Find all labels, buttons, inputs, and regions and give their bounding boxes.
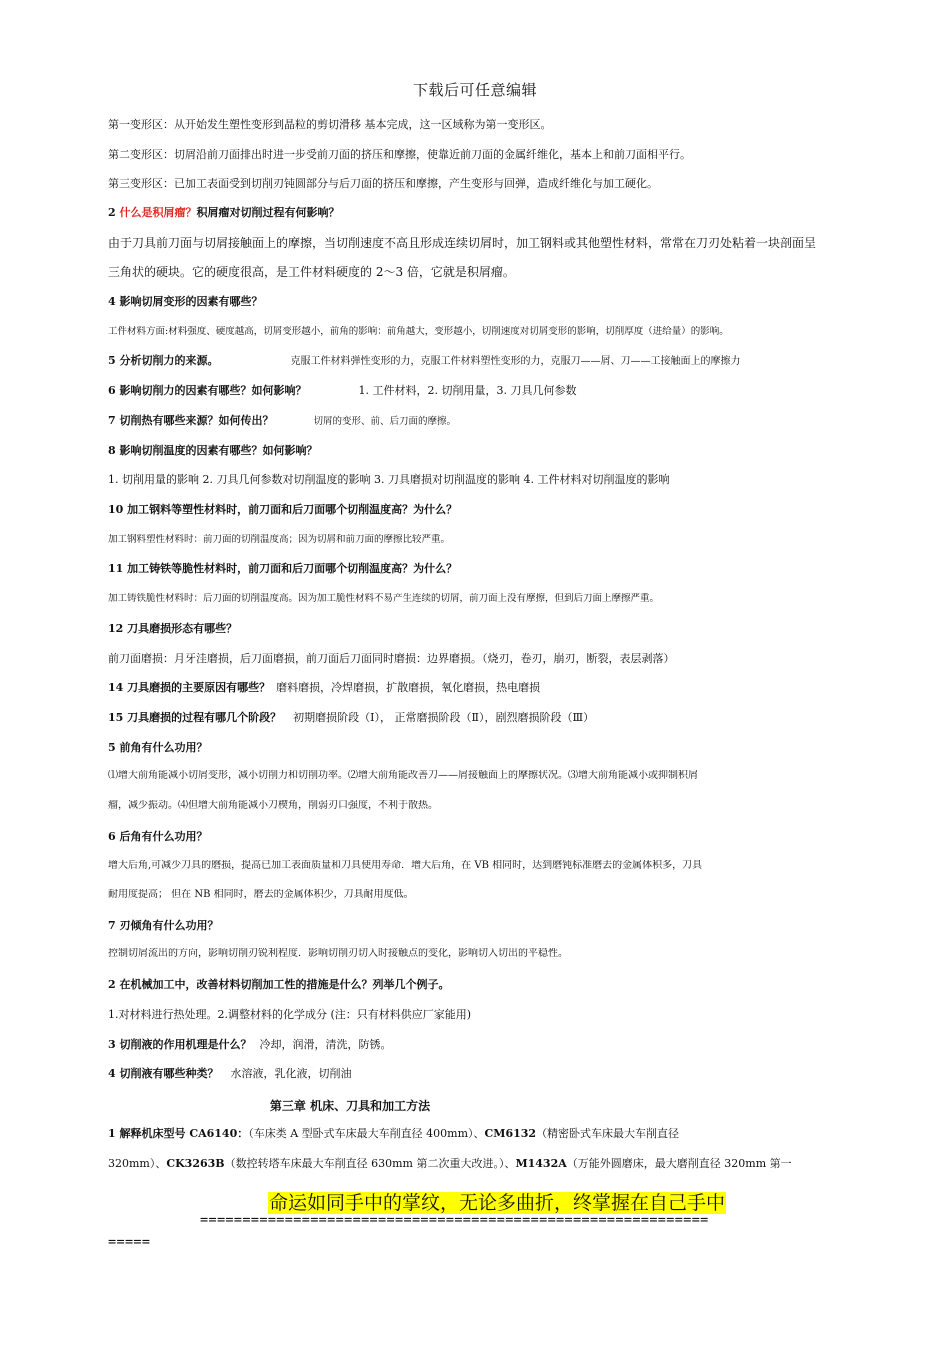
question-4: 4 影响切屑变形的因素有哪些？: [108, 295, 263, 308]
question-15: 15 刀具磨损的过程有哪几个阶段？: [108, 711, 282, 724]
chapter-3-title: 第三章 机床、刀具和加工方法: [269, 1099, 431, 1113]
question-8: 8 影响切削温度的因素有哪些？如何影响？: [108, 444, 318, 457]
answer-5: 克服工件材料弹性变形的力，克服工件材料塑性变形的力，克服刀——屑、刀——工接触面上的摩擦力: [290, 356, 741, 367]
chapter-3-q1-label: 1 解释机床型号 CA6140：: [108, 1127, 249, 1140]
answer-2-line-1: 由于刀具前刀面与切屑接触面上的摩擦，当切削速度不高且形成连续切屑时，加工钢料或其他塑性材料，常常在刀刃处粘着一块剖面呈: [108, 236, 817, 250]
chapter-3-model-ck3263b: CK3263B: [166, 1157, 225, 1170]
answer-4: 工件材料方面:材料强度、硬度越高，切屑变形越小，前角的影响：前角越大，变形越小，切削速度对切屑变形的影响，切削厚度（进给量）的影响。: [108, 326, 729, 337]
answer-8: 1. 切削用量的影响 2. 刀具几何参数对切削温度的影响 3. 刀具磨损对切削温度的影响 4. 工件材料对切削温度的影响: [108, 473, 670, 486]
question-6b: 6 后角有什么功用？: [108, 830, 208, 843]
chapter-3-q1-text-4: （万能外圆磨床，最大磨削直径 320mm 第一: [566, 1157, 792, 1170]
answer-6: 1. 工件材料，2. 切削用量，3. 刀具几何参数: [358, 384, 577, 397]
question-2-rest: 积屑瘤对切削过程有何影响？: [196, 206, 340, 219]
answer-7: 切屑的变形、前、后刀面的摩擦。: [313, 416, 456, 427]
answer-5b-line-1: ⑴增大前角能减小切屑变形，减小切削力和切削功率。⑵增大前角能改善刀——屑接触面上的摩擦状况。⑶增大前角能减小或抑制积屑: [108, 770, 698, 781]
answer-12: 前刀面磨损：月牙洼磨损，后刀面磨损，前刀面后刀面同时磨损：边界磨损。（烧刃，卷刃，崩刃，断裂，表层剥落）: [108, 652, 675, 665]
separator-rule-1: ============================================================: [200, 1212, 709, 1228]
question-12: 12 刀具磨损形态有哪些？: [108, 622, 238, 635]
answer-7b: 控制切屑流出的方向，影响切削刃锐利程度．影响切削刃切入时接触点的变化，影响切入切出的平稳性。: [108, 948, 568, 959]
answer-15: 初期磨损阶段（Ⅰ）， 正常磨损阶段（Ⅱ），剧烈磨损阶段（Ⅲ）: [293, 711, 595, 724]
page-header: 下载后可任意编辑: [412, 81, 537, 99]
question-2-number: 2: [108, 206, 116, 219]
question-14-row: [108, 681, 848, 694]
answer-11: 加工铸铁脆性材料时：后刀面的切削温度高。因为加工脆性材料不易产生连续的切屑，前刀面上没有摩擦，但到后刀面上摩擦严重。: [108, 593, 660, 604]
question-3b-row: [108, 1038, 848, 1051]
answer-6b-line-2: 耐用度提高； 但在 NB 相同时，磨去的金属体积少，刀具耐用度低。: [108, 889, 414, 900]
chapter-3-model-m1432a: M1432A: [515, 1157, 567, 1170]
answer-4b: 水溶液，乳化液，切削油: [230, 1067, 352, 1080]
zone3-text: 第三变形区：已加工表面受到切削刃钝圆部分与后刀面的挤压和摩擦，产生变形与回弹，造成纤维化与加工硬化。: [108, 177, 658, 190]
chapter-3-q1-text-1: （车床类 A 型卧式车床最大车削直径 400mm）、: [248, 1127, 485, 1140]
motto-wrapper: [268, 1188, 726, 1215]
question-6: 6 影响切削力的因素有哪些？如何影响？: [108, 384, 307, 397]
question-2b: 2 在机械加工中，改善材料切削加工性的措施是什么？列举几个例子。: [108, 978, 450, 991]
question-2-highlight: 什么是积屑瘤？: [119, 206, 197, 219]
separator-rule-2: =====: [108, 1234, 151, 1250]
answer-2b: 1.对材料进行热处理。2.调整材料的化学成分 (注：只有材料供应厂家能用): [108, 1008, 472, 1021]
chapter-3-q1-text-2: （精密卧式车床最大车削直径: [536, 1127, 680, 1140]
question-14: 14 刀具磨损的主要原因有哪些？: [108, 681, 271, 694]
question-7b: 7 刃倾角有什么功用？: [108, 919, 219, 932]
question-15-row: [108, 711, 848, 724]
answer-5b-line-2: 瘤，减少振动。⑷但增大前角能减小刀楔角，削弱刃口强度，不利于散热。: [108, 800, 438, 811]
chapter-3-q1-line2-text-1: 320mm）、: [108, 1157, 167, 1170]
question-5-row: [108, 354, 848, 368]
question-7-row: [108, 414, 848, 427]
answer-10: 加工钢料塑性材料时：前刀面的切削温度高；因为切屑和前刀面的摩擦比较严重。: [108, 534, 451, 545]
question-5: 5 分析切削力的来源。: [108, 354, 219, 367]
motto-highlight: 命运如同手中的掌纹，无论多曲折，终掌握在自己手中: [269, 1192, 726, 1214]
answer-14: 磨料磨损，冷焊磨损，扩散磨损，氧化磨损，热电磨损: [276, 681, 541, 694]
question-10: 10 加工钢料等塑性材料时，前刀面和后刀面哪个切削温度高？为什么？: [108, 503, 458, 516]
chapter-3-q1-text-3: （数控转塔车床最大车削直径 630mm 第二次重大改进。）、: [224, 1157, 516, 1170]
question-4b-row: [108, 1067, 848, 1080]
zone2-text: 第二变形区：切屑沿前刀面排出时进一步受前刀面的挤压和摩擦，使靠近前刀面的金属纤维化，基本上和前刀面相平行。: [108, 148, 691, 161]
chapter-3-q1-line-1: [108, 1127, 848, 1140]
question-3b: 3 切削液的作用机理是什么？: [108, 1038, 252, 1051]
question-6-row: [108, 384, 848, 397]
answer-2-line-2: 三角状的硬块。它的硬度很高，是工件材料硬度的 2～3 倍，它就是积屑瘤。: [108, 265, 515, 279]
question-7: 7 切削热有哪些来源？如何传出？: [108, 414, 274, 427]
answer-6b-line-1: 增大后角,可减少刀具的磨损，提高已加工表面质量和刀具使用寿命．增大后角，在 VB 相同时，达到磨钝标准磨去的金属体积多，刀具: [108, 860, 703, 871]
question-4b: 4 切削液有哪些种类？: [108, 1067, 219, 1080]
chapter-3-model-cm6132: CM6132: [484, 1127, 537, 1140]
answer-3b: 冷却，润滑，清洗，防锈。: [259, 1038, 392, 1051]
question-11: 11 加工铸铁等脆性材料时，前刀面和后刀面哪个切削温度高？为什么？: [108, 562, 458, 575]
question-2: [108, 206, 848, 219]
chapter-3-q1-line-2: [108, 1157, 848, 1170]
zone1-text: 第一变形区：从开始发生塑性变形到晶粒的剪切滑移 基本完成，这一区域称为第一变形区。: [108, 118, 552, 131]
question-5b: 5 前角有什么功用？: [108, 741, 208, 754]
